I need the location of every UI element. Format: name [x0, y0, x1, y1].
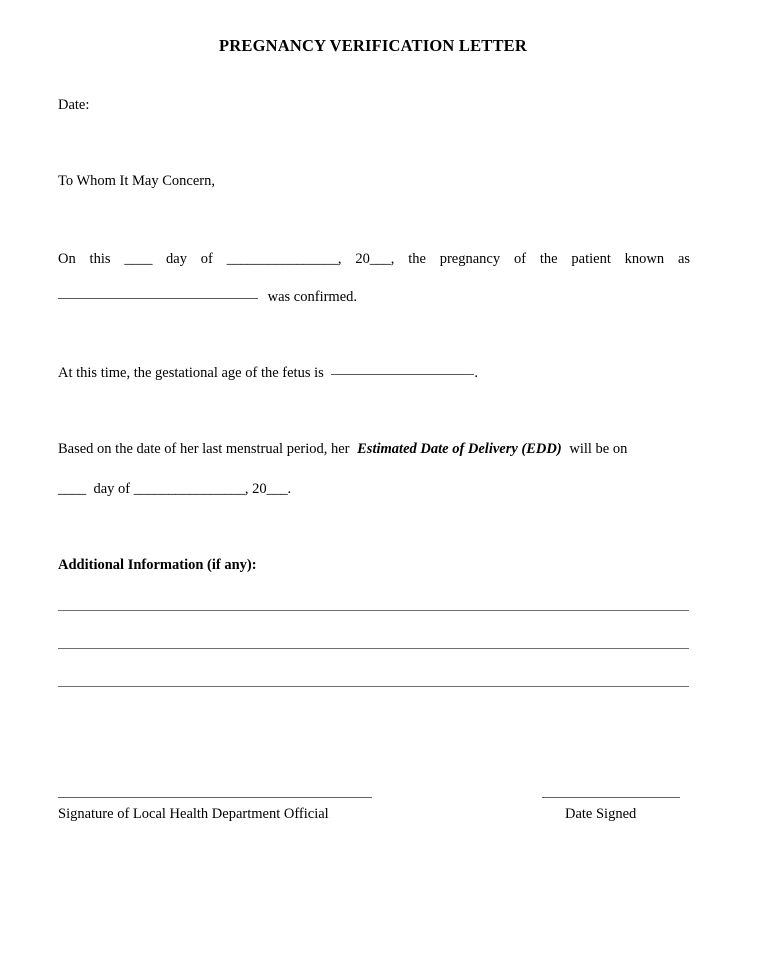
p3-blank-month[interactable]: ________________ [133, 481, 245, 497]
additional-information-line-3[interactable] [58, 686, 689, 687]
signature-date-label: Date Signed [565, 806, 637, 822]
salutation: To Whom It May Concern, [58, 173, 215, 189]
p1-segment-1: On this [58, 251, 111, 267]
p1-blank-month[interactable]: ________________ [226, 251, 338, 267]
p3-blank-year[interactable]: ___ [266, 481, 288, 497]
p1-segment-4: , the pregnancy of the patient known as [390, 251, 691, 267]
page-title: PREGNANCY VERIFICATION LETTER [218, 36, 528, 55]
additional-information-heading: Additional Information (if any): [58, 557, 257, 573]
additional-information-line-2[interactable] [58, 648, 689, 649]
p3-segment-2: will be on [569, 441, 628, 457]
p3-segment-4: , 20 [244, 481, 267, 497]
p1-blank-day[interactable]: ____ [124, 251, 153, 267]
p2-segment-2: . [474, 365, 479, 381]
p1-segment-5: was confirmed. [267, 289, 358, 305]
signature-official-label: Signature of Local Health Department Official [58, 806, 329, 822]
edd-paragraph-line-2 [58, 479, 291, 499]
p1-segment-3: , 20 [337, 251, 370, 267]
gestational-age-blank[interactable] [331, 374, 474, 375]
p3-segment-1: Based on the date of her last menstrual period, her [58, 441, 350, 457]
confirmation-paragraph-line-2 [58, 287, 357, 307]
edd-paragraph-line-1 [58, 439, 627, 459]
signature-date-line[interactable] [542, 797, 680, 798]
gestational-age-paragraph [58, 363, 478, 383]
p1-segment-2: day of [166, 251, 213, 267]
p3-segment-3: day of [93, 481, 131, 497]
patient-name-blank[interactable] [58, 298, 258, 299]
p3-blank-day[interactable]: ____ [58, 481, 86, 497]
date-label: Date: [58, 97, 90, 113]
p2-segment-1: At this time, the gestational age of the fetus is [58, 365, 324, 381]
p3-segment-5: . [287, 481, 292, 497]
additional-information-line-1[interactable] [58, 610, 689, 611]
p1-blank-year[interactable]: ___ [369, 251, 391, 267]
confirmation-paragraph-line-1 [58, 240, 690, 278]
signature-official-line[interactable] [58, 797, 372, 798]
edd-emphasis: Estimated Date of Delivery (EDD) [357, 441, 562, 457]
